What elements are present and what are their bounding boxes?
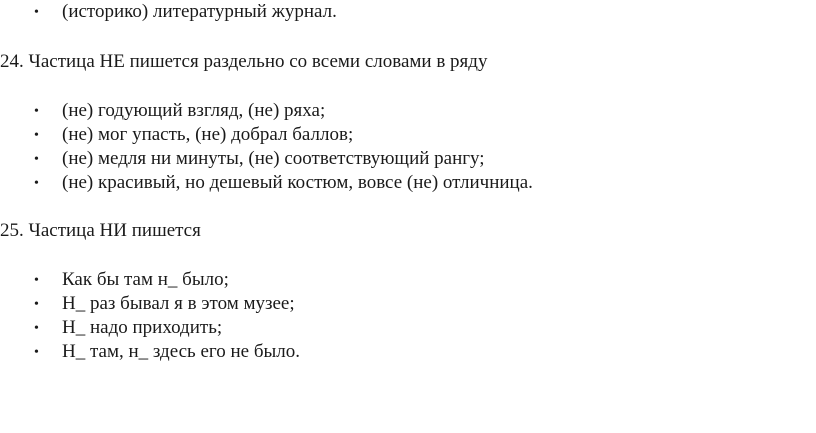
bullet-icon: •	[34, 321, 39, 336]
question-25-heading: 25. Частица НИ пишется	[0, 220, 201, 241]
bullet-icon: •	[34, 152, 39, 167]
list-item	[34, 269, 229, 292]
list-item	[34, 317, 222, 340]
list-item-text: Н_ там, н_ здесь его не было.	[62, 341, 300, 362]
list-item	[34, 341, 300, 364]
bullet-icon: •	[34, 176, 39, 191]
bullet-icon: •	[34, 273, 39, 288]
list-item-text: (не) медля ни минуты, (не) соответствующий рангу;	[62, 148, 485, 169]
bullet-icon: •	[34, 297, 39, 312]
list-item-text: (не) красивый, но дешевый костюм, вовсе (не) отличница.	[62, 172, 533, 193]
list-item	[34, 172, 533, 195]
list-item	[34, 148, 485, 171]
bullet-icon: •	[34, 104, 39, 119]
list-item	[34, 1, 337, 24]
list-item	[34, 124, 353, 147]
list-item	[34, 100, 325, 123]
list-item	[34, 293, 295, 316]
bullet-icon: •	[34, 5, 39, 20]
list-item-text: (не) мог упасть, (не) добрал баллов;	[62, 124, 354, 145]
list-item-text: Как бы там н_ было;	[62, 269, 229, 290]
list-item-text: Н_ надо приходить;	[62, 317, 223, 338]
question-24-heading: 24. Частица НЕ пишется раздельно со всеми словами в ряду	[0, 51, 488, 72]
list-item-text: Н_ раз бывал я в этом музее;	[62, 293, 295, 314]
bullet-icon: •	[34, 128, 39, 143]
bullet-icon: •	[34, 345, 39, 360]
list-item-text: (не) годующий взгляд, (не) ряха;	[62, 100, 326, 121]
list-item-text: (историко) литературный журнал.	[62, 1, 337, 22]
